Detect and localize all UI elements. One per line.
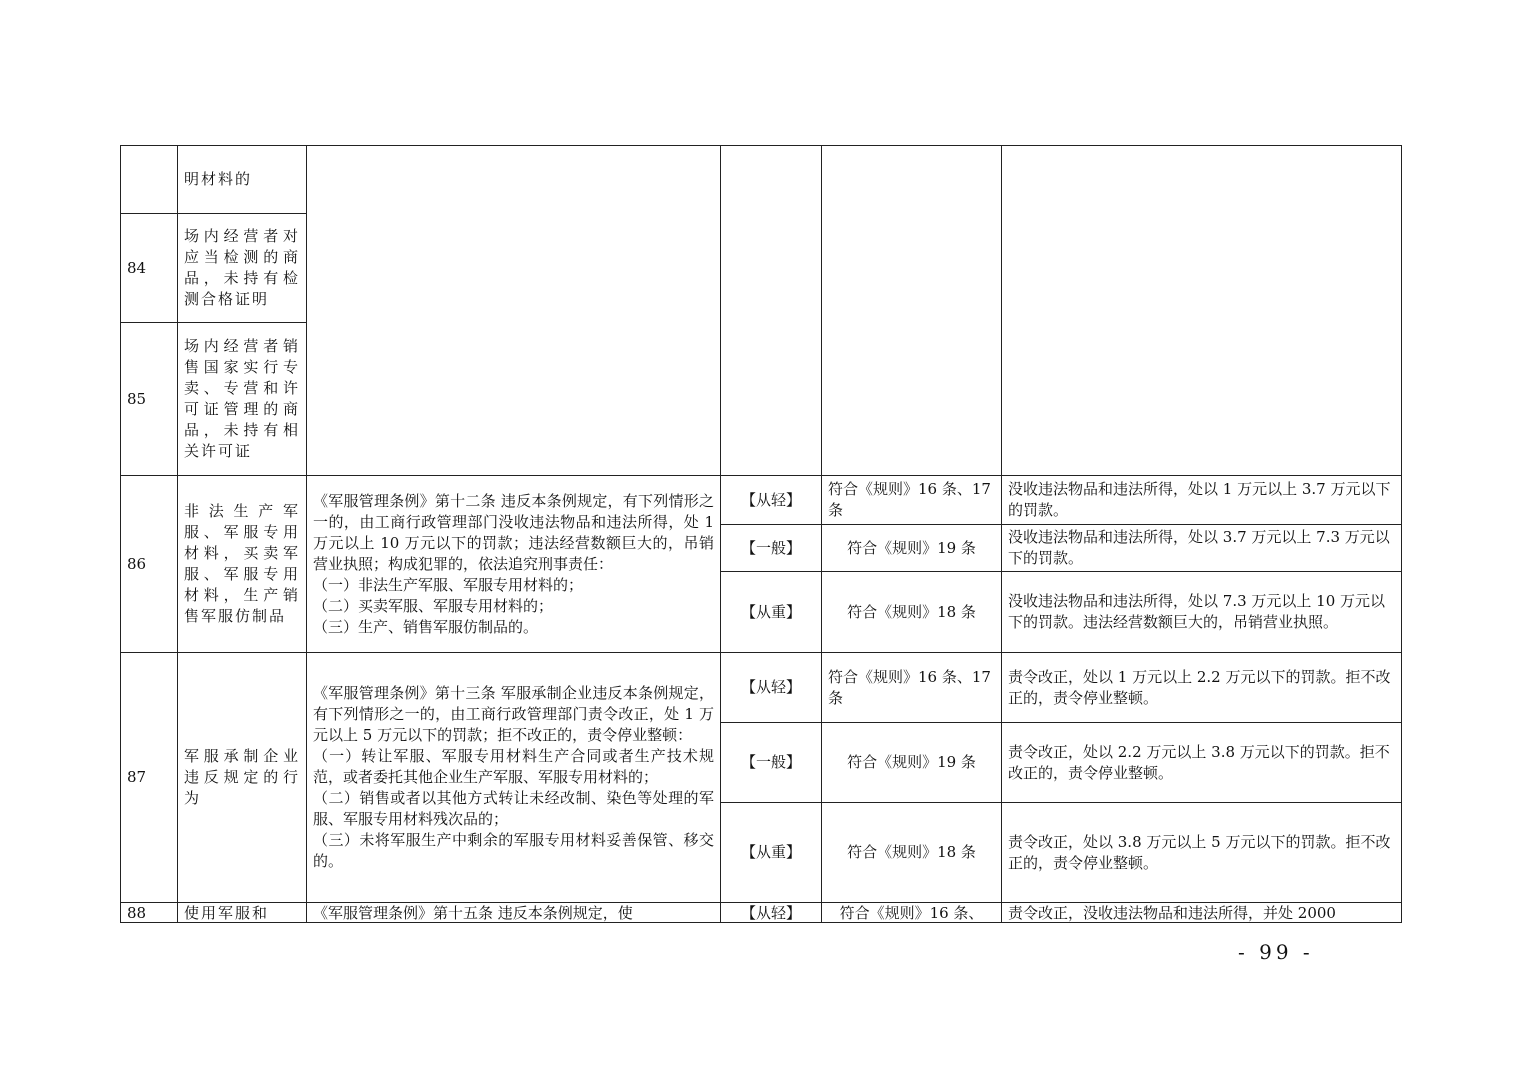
row-number: 87 xyxy=(121,653,178,903)
discretion-level: 【从轻】 xyxy=(721,653,822,723)
penalty-standard: 没收违法物品和违法所得，处以 3.7 万元以上 7.3 万元以下的罚款。 xyxy=(1002,525,1402,572)
violation-description: 军服承制企业违反规定的行为 xyxy=(178,653,307,903)
applicable-condition: 符合《规则》16 条、17 条 xyxy=(822,476,1002,525)
row-number: 85 xyxy=(121,323,178,476)
discretion-level: 【从重】 xyxy=(721,803,822,903)
violation-description: 场内经营者对应当检测的商品，未持有检测合格证明 xyxy=(178,214,307,323)
discretion-level: 【一般】 xyxy=(721,525,822,572)
applicable-condition: 符合《规则》16 条、 xyxy=(822,903,1002,923)
violation-description: 场内经营者销售国家实行专卖、专营和许可证管理的商品，未持有相关许可证 xyxy=(178,323,307,476)
discretion-level: 【一般】 xyxy=(721,723,822,803)
discretion-level: 【从轻】 xyxy=(721,476,822,525)
applicable-condition: 符合《规则》19 条 xyxy=(822,525,1002,572)
row-number xyxy=(121,146,178,214)
table-row xyxy=(121,653,1402,723)
table-row xyxy=(121,476,1402,525)
applicable-condition: 符合《规则》18 条 xyxy=(822,572,1002,653)
row-number: 84 xyxy=(121,214,178,323)
penalty-standards-table xyxy=(120,145,1402,923)
violation-description: 非法生产军服、军服专用材料，买卖军服、军服专用材料，生产销售军服仿制品 xyxy=(178,476,307,653)
applicable-condition-cell xyxy=(822,146,1002,476)
violation-description: 明材料的 xyxy=(178,146,307,214)
penalty-standard: 责令改正，没收违法物品和违法所得，并处 2000 xyxy=(1002,903,1402,923)
legal-basis-cell xyxy=(307,146,721,476)
legal-basis-text: 《军服管理条例》第十五条 违反本条例规定，使 xyxy=(307,903,721,923)
penalty-standard: 责令改正，处以 1 万元以上 2.2 万元以下的罚款。拒不改正的，责令停业整顿。 xyxy=(1002,653,1402,723)
discretion-level: 【从轻】 xyxy=(721,903,822,923)
applicable-condition: 符合《规则》18 条 xyxy=(822,803,1002,903)
legal-basis-text: 《军服管理条例》第十三条 军服承制企业违反本条例规定，有下列情形之一的，由工商行政管理部门责令改正，处 1 万元以上 5 万元以下的罚款；拒不改正的，责令停业整顿： （一）转让军服、军服专用材料生产合同或者生产技术规范，或者委托其他企业生产军服、军服专用材料的； （二）销售或者以其他方式转让未经改制、染色等处理的军服、军服专用材料残次品的； （三）未将军服生产中剩余的军服专用材料妥善保管、移交的。 xyxy=(307,653,721,903)
penalty-standard: 责令改正，处以 2.2 万元以上 3.8 万元以下的罚款。拒不改正的，责令停业整顿。 xyxy=(1002,723,1402,803)
table-row xyxy=(121,146,1402,214)
applicable-condition: 符合《规则》19 条 xyxy=(822,723,1002,803)
page-number: - 99 - xyxy=(1238,940,1314,964)
row-number: 88 xyxy=(121,903,178,923)
legal-basis-text: 《军服管理条例》第十二条 违反本条例规定，有下列情形之一的，由工商行政管理部门没收违法物品和违法所得，处 1 万元以上 10 万元以下的罚款；违法经营数额巨大的，吊销营业执照；构成犯罪的，依法追究刑事责任： （一）非法生产军服、军服专用材料的； （二）买卖军服、军服专用材料的； （三）生产、销售军服仿制品的。 xyxy=(307,476,721,653)
table-row xyxy=(121,903,1402,923)
penalty-standard: 没收违法物品和违法所得，处以 1 万元以上 3.7 万元以下的罚款。 xyxy=(1002,476,1402,525)
penalty-standard: 责令改正，处以 3.8 万元以上 5 万元以下的罚款。拒不改正的，责令停业整顿。 xyxy=(1002,803,1402,903)
discretion-level: 【从重】 xyxy=(721,572,822,653)
penalty-standard-cell xyxy=(1002,146,1402,476)
discretion-level-cell xyxy=(721,146,822,476)
violation-description: 使用军服和 xyxy=(178,903,307,923)
applicable-condition: 符合《规则》16 条、17 条 xyxy=(822,653,1002,723)
row-number: 86 xyxy=(121,476,178,653)
penalty-standard: 没收违法物品和违法所得，处以 7.3 万元以上 10 万元以下的罚款。违法经营数额巨大的，吊销营业执照。 xyxy=(1002,572,1402,653)
